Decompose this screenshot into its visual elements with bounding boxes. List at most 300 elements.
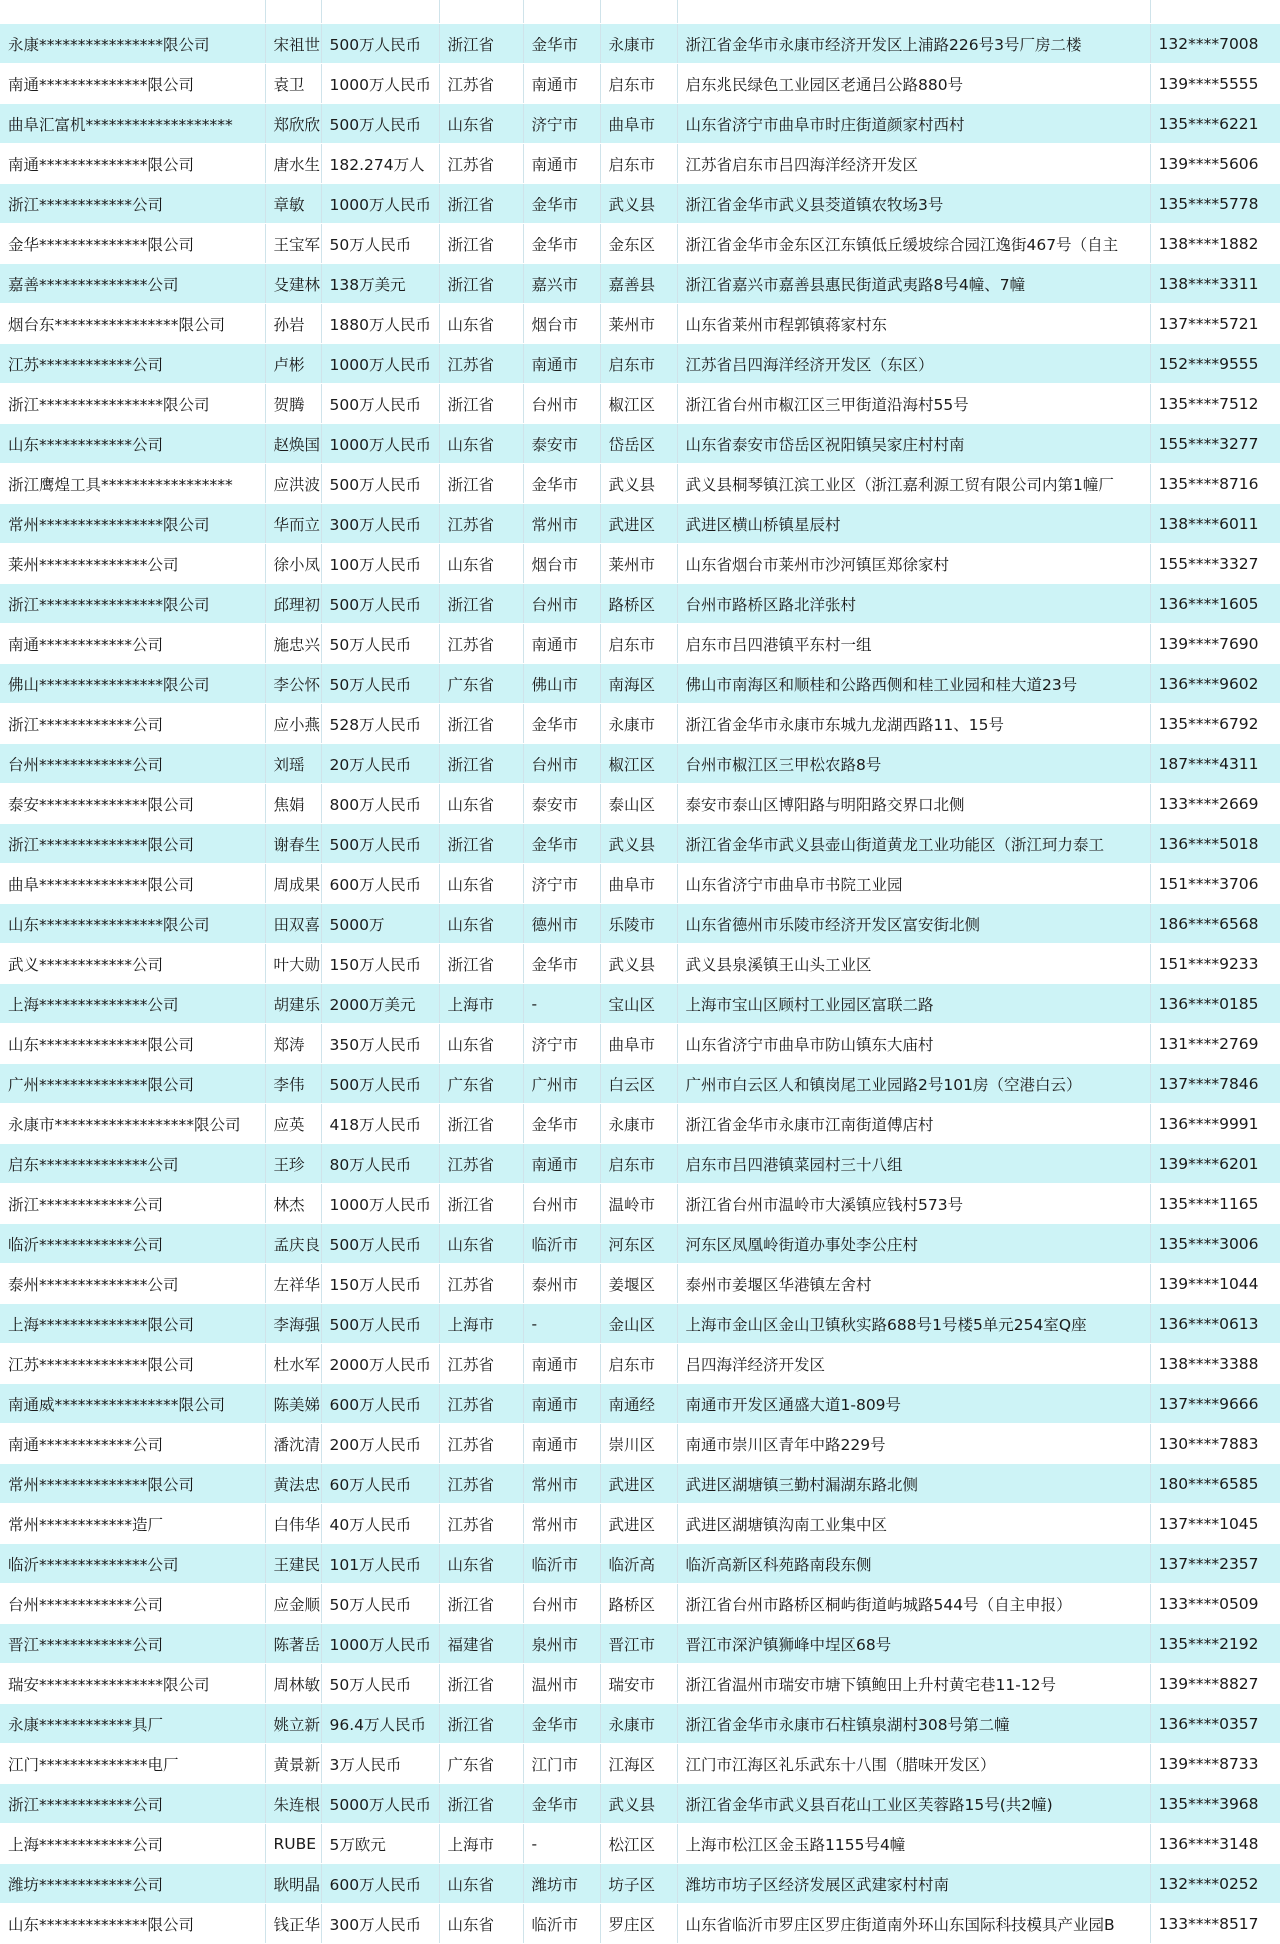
city-cell: 台州市: [523, 1584, 600, 1624]
province-cell: [439, 0, 523, 24]
city-cell: 金华市: [523, 24, 600, 64]
contact-person-cell: [265, 0, 321, 24]
district-cell: 武义县: [600, 464, 677, 504]
province-cell: 山东省: [439, 1904, 523, 1944]
table-row: [0, 0, 1280, 24]
registered-capital-cell: 500万人民币: [321, 1224, 439, 1264]
province-cell: 山东省: [439, 1544, 523, 1584]
province-cell: 上海市: [439, 984, 523, 1024]
table-row: [0, 344, 1280, 384]
phone-cell: 137****1045: [1150, 1504, 1280, 1544]
city-cell: 南通市: [523, 1384, 600, 1424]
district-cell: 坊子区: [600, 1864, 677, 1904]
company-name-cell: 台州************公司: [0, 744, 265, 784]
address-cell: 浙江省金华市永康市东城九龙湖西路11、15号: [677, 704, 1150, 744]
province-cell: 山东省: [439, 904, 523, 944]
contact-person-cell: 邱理初: [265, 584, 321, 624]
district-cell: 启东市: [600, 64, 677, 104]
province-cell: 福建省: [439, 1624, 523, 1664]
phone-cell: 139****5555: [1150, 64, 1280, 104]
company-name-cell: 山东****************限公司: [0, 904, 265, 944]
contact-person-cell: 殳建林: [265, 264, 321, 304]
city-cell: 南通市: [523, 344, 600, 384]
contact-person-cell: 周成果: [265, 864, 321, 904]
city-cell: -: [523, 984, 600, 1024]
phone-cell: 133****2669: [1150, 784, 1280, 824]
contact-person-cell: 王珍: [265, 1144, 321, 1184]
company-name-cell: 武义************公司: [0, 944, 265, 984]
contact-person-cell: 应金顺: [265, 1584, 321, 1624]
address-cell: 山东省济宁市曲阜市时庄街道颜家村西村: [677, 104, 1150, 144]
registered-capital-cell: 500万人民币: [321, 104, 439, 144]
city-cell: 江门市: [523, 1744, 600, 1784]
district-cell: 椒江区: [600, 744, 677, 784]
province-cell: 江苏省: [439, 1344, 523, 1384]
province-cell: 浙江省: [439, 744, 523, 784]
province-cell: 浙江省: [439, 264, 523, 304]
district-cell: 莱州市: [600, 544, 677, 584]
registered-capital-cell: 600万人民币: [321, 864, 439, 904]
city-cell: 金华市: [523, 1704, 600, 1744]
city-cell: 泉州市: [523, 1624, 600, 1664]
city-cell: -: [523, 1824, 600, 1864]
address-cell: 上海市金山区金山卫镇秋实路688号1号楼5单元254室Q座: [677, 1304, 1150, 1344]
company-name-cell: 浙江****************限公司: [0, 584, 265, 624]
address-cell: 浙江省嘉兴市嘉善县惠民街道武夷路8号4幢、7幢: [677, 264, 1150, 304]
district-cell: 宝山区: [600, 984, 677, 1024]
city-cell: 济宁市: [523, 1024, 600, 1064]
phone-cell: 136****0613: [1150, 1304, 1280, 1344]
phone-cell: 138****3311: [1150, 264, 1280, 304]
table-row: [0, 1144, 1280, 1184]
address-cell: 台州市椒江区三甲松农路8号: [677, 744, 1150, 784]
contact-person-cell: 郑欣欣: [265, 104, 321, 144]
company-name-cell: 江苏**************限公司: [0, 1344, 265, 1384]
address-cell: 启东兆民绿色工业园区老通吕公路880号: [677, 64, 1150, 104]
company-name-cell: 南通威****************限公司: [0, 1384, 265, 1424]
province-cell: 江苏省: [439, 1424, 523, 1464]
registered-capital-cell: 600万人民币: [321, 1864, 439, 1904]
phone-cell: [1150, 0, 1280, 24]
registered-capital-cell: 182.274万人: [321, 144, 439, 184]
district-cell: 启东市: [600, 1344, 677, 1384]
phone-cell: 138****6011: [1150, 504, 1280, 544]
address-cell: 武义县桐琴镇江滨工业区（浙江嘉利源工贸有限公司内第1幢厂: [677, 464, 1150, 504]
table-row: [0, 1624, 1280, 1664]
company-name-cell: 上海**************限公司: [0, 1304, 265, 1344]
phone-cell: 132****0252: [1150, 1864, 1280, 1904]
address-cell: 临沂高新区科苑路南段东侧: [677, 1544, 1150, 1584]
province-cell: 江苏省: [439, 144, 523, 184]
address-cell: 江苏省吕四海洋经济开发区（东区）: [677, 344, 1150, 384]
city-cell: 广州市: [523, 1064, 600, 1104]
registered-capital-cell: 200万人民币: [321, 1424, 439, 1464]
province-cell: 山东省: [439, 424, 523, 464]
contact-person-cell: 刘瑶: [265, 744, 321, 784]
address-cell: 浙江省金华市永康市石柱镇泉湖村308号第二幢: [677, 1704, 1150, 1744]
contact-person-cell: 华而立: [265, 504, 321, 544]
table-row: [0, 704, 1280, 744]
district-cell: 临沂高: [600, 1544, 677, 1584]
registered-capital-cell: 50万人民币: [321, 624, 439, 664]
district-cell: 崇川区: [600, 1424, 677, 1464]
table-row: [0, 784, 1280, 824]
address-cell: 山东省德州市乐陵市经济开发区富安街北侧: [677, 904, 1150, 944]
registered-capital-cell: 80万人民币: [321, 1144, 439, 1184]
district-cell: 路桥区: [600, 584, 677, 624]
province-cell: 广东省: [439, 1744, 523, 1784]
registered-capital-cell: 50万人民币: [321, 224, 439, 264]
phone-cell: 136****9602: [1150, 664, 1280, 704]
table-row: [0, 184, 1280, 224]
district-cell: 永康市: [600, 1704, 677, 1744]
phone-cell: 151****9233: [1150, 944, 1280, 984]
phone-cell: 136****0185: [1150, 984, 1280, 1024]
district-cell: 武进区: [600, 1464, 677, 1504]
district-cell: 温岭市: [600, 1184, 677, 1224]
registered-capital-cell: 5000万人民币: [321, 1784, 439, 1824]
province-cell: 浙江省: [439, 1664, 523, 1704]
province-cell: 山东省: [439, 104, 523, 144]
address-cell: 武进区湖塘镇三勤村漏湖东路北侧: [677, 1464, 1150, 1504]
table-row: [0, 1504, 1280, 1544]
phone-cell: 135****7512: [1150, 384, 1280, 424]
phone-cell: 135****6221: [1150, 104, 1280, 144]
province-cell: 浙江省: [439, 824, 523, 864]
province-cell: 山东省: [439, 784, 523, 824]
registered-capital-cell: 1000万人民币: [321, 184, 439, 224]
district-cell: 南通经: [600, 1384, 677, 1424]
contact-person-cell: 赵焕国: [265, 424, 321, 464]
registered-capital-cell: 20万人民币: [321, 744, 439, 784]
registered-capital-cell: 5万欧元: [321, 1824, 439, 1864]
company-name-cell: 常州**************限公司: [0, 1464, 265, 1504]
contact-person-cell: 郑涛: [265, 1024, 321, 1064]
contact-person-cell: 杜水军: [265, 1344, 321, 1384]
city-cell: -: [523, 1304, 600, 1344]
table-row: [0, 1344, 1280, 1384]
table-row: [0, 504, 1280, 544]
province-cell: 江苏省: [439, 1464, 523, 1504]
registered-capital-cell: 500万人民币: [321, 464, 439, 504]
registered-capital-cell: 3万人民币: [321, 1744, 439, 1784]
address-cell: 浙江省台州市温岭市大溪镇应钱村573号: [677, 1184, 1150, 1224]
table-row: [0, 1224, 1280, 1264]
company-name-cell: 江门**************电厂: [0, 1744, 265, 1784]
registered-capital-cell: 600万人民币: [321, 1384, 439, 1424]
contact-person-cell: 宋祖世: [265, 24, 321, 64]
contact-person-cell: 章敏: [265, 184, 321, 224]
contact-person-cell: 唐水生: [265, 144, 321, 184]
phone-cell: 139****6201: [1150, 1144, 1280, 1184]
phone-cell: 136****0357: [1150, 1704, 1280, 1744]
city-cell: 常州市: [523, 1464, 600, 1504]
city-cell: 温州市: [523, 1664, 600, 1704]
table-row: [0, 864, 1280, 904]
contact-person-cell: 孟庆良: [265, 1224, 321, 1264]
company-name-cell: 永康市******************限公司: [0, 1104, 265, 1144]
address-cell: 山东省济宁市曲阜市防山镇东大庙村: [677, 1024, 1150, 1064]
contact-person-cell: 陈美娣: [265, 1384, 321, 1424]
city-cell: 潍坊市: [523, 1864, 600, 1904]
company-name-cell: 广州**************限公司: [0, 1064, 265, 1104]
table-row: [0, 1384, 1280, 1424]
table-row: [0, 224, 1280, 264]
table-row: [0, 104, 1280, 144]
province-cell: 浙江省: [439, 224, 523, 264]
contact-person-cell: 叶大勋: [265, 944, 321, 984]
contact-person-cell: 王建民: [265, 1544, 321, 1584]
district-cell: 松江区: [600, 1824, 677, 1864]
city-cell: 济宁市: [523, 864, 600, 904]
district-cell: 白云区: [600, 1064, 677, 1104]
company-name-cell: [0, 0, 265, 24]
city-cell: 烟台市: [523, 544, 600, 584]
city-cell: 泰安市: [523, 784, 600, 824]
province-cell: 浙江省: [439, 384, 523, 424]
province-cell: 浙江省: [439, 584, 523, 624]
registered-capital-cell: 500万人民币: [321, 824, 439, 864]
company-name-cell: 浙江************公司: [0, 704, 265, 744]
company-name-cell: 永康****************限公司: [0, 24, 265, 64]
company-name-cell: 泰州**************公司: [0, 1264, 265, 1304]
contact-person-cell: 焦娟: [265, 784, 321, 824]
province-cell: 浙江省: [439, 184, 523, 224]
city-cell: [523, 0, 600, 24]
province-cell: 江苏省: [439, 1384, 523, 1424]
contact-person-cell: 王宝军: [265, 224, 321, 264]
phone-cell: 133****0509: [1150, 1584, 1280, 1624]
province-cell: 江苏省: [439, 624, 523, 664]
company-name-cell: 临沂************公司: [0, 1224, 265, 1264]
province-cell: 山东省: [439, 1864, 523, 1904]
company-name-cell: 浙江**************限公司: [0, 824, 265, 864]
address-cell: 泰安市泰山区博阳路与明阳路交界口北侧: [677, 784, 1150, 824]
address-cell: 泰州市姜堰区华港镇左舍村: [677, 1264, 1150, 1304]
province-cell: 浙江省: [439, 464, 523, 504]
table-row: [0, 144, 1280, 184]
contact-person-cell: 应洪波: [265, 464, 321, 504]
contact-person-cell: 钱正华: [265, 1904, 321, 1944]
contact-person-cell: 应英: [265, 1104, 321, 1144]
registered-capital-cell: 500万人民币: [321, 24, 439, 64]
district-cell: 永康市: [600, 1104, 677, 1144]
table-row: [0, 904, 1280, 944]
province-cell: 江苏省: [439, 1504, 523, 1544]
province-cell: 上海市: [439, 1304, 523, 1344]
address-cell: 浙江省台州市椒江区三甲街道沿海村55号: [677, 384, 1150, 424]
company-name-cell: 浙江************公司: [0, 184, 265, 224]
district-cell: 路桥区: [600, 1584, 677, 1624]
address-cell: 江门市江海区礼乐武东十八围（腊味开发区）: [677, 1744, 1150, 1784]
city-cell: 南通市: [523, 1344, 600, 1384]
company-name-cell: 常州****************限公司: [0, 504, 265, 544]
address-cell: 山东省泰安市岱岳区祝阳镇吴家庄村村南: [677, 424, 1150, 464]
city-cell: 南通市: [523, 64, 600, 104]
province-cell: 山东省: [439, 304, 523, 344]
company-name-cell: 山东**************限公司: [0, 1024, 265, 1064]
phone-cell: 136****9991: [1150, 1104, 1280, 1144]
province-cell: 浙江省: [439, 1584, 523, 1624]
company-name-cell: 上海**************公司: [0, 984, 265, 1024]
company-name-cell: 浙江************公司: [0, 1184, 265, 1224]
phone-cell: 135****6792: [1150, 704, 1280, 744]
phone-cell: 152****9555: [1150, 344, 1280, 384]
company-name-cell: 嘉善**************公司: [0, 264, 265, 304]
registered-capital-cell: 150万人民币: [321, 1264, 439, 1304]
registered-capital-cell: 1000万人民币: [321, 1184, 439, 1224]
district-cell: 河东区: [600, 1224, 677, 1264]
district-cell: 莱州市: [600, 304, 677, 344]
table-row: [0, 1904, 1280, 1944]
table-row: [0, 304, 1280, 344]
registered-capital-cell: 2000万美元: [321, 984, 439, 1024]
registered-capital-cell: 96.4万人民币: [321, 1704, 439, 1744]
phone-cell: 139****1044: [1150, 1264, 1280, 1304]
address-cell: 河东区凤凰岭街道办事处李公庄村: [677, 1224, 1150, 1264]
phone-cell: 136****3148: [1150, 1824, 1280, 1864]
company-name-cell: 南通************公司: [0, 1424, 265, 1464]
table-row: [0, 1704, 1280, 1744]
contact-person-cell: 潘沈清: [265, 1424, 321, 1464]
address-cell: 山东省莱州市程郭镇蒋家村东: [677, 304, 1150, 344]
phone-cell: 186****6568: [1150, 904, 1280, 944]
contact-person-cell: 袁卫: [265, 64, 321, 104]
table-row: [0, 1104, 1280, 1144]
company-name-cell: 山东**************限公司: [0, 1904, 265, 1944]
city-cell: 嘉兴市: [523, 264, 600, 304]
phone-cell: 136****5018: [1150, 824, 1280, 864]
district-cell: 瑞安市: [600, 1664, 677, 1704]
company-name-cell: 临沂**************公司: [0, 1544, 265, 1584]
registered-capital-cell: 350万人民币: [321, 1024, 439, 1064]
city-cell: 泰州市: [523, 1264, 600, 1304]
contact-person-cell: 林杰: [265, 1184, 321, 1224]
registered-capital-cell: 100万人民币: [321, 544, 439, 584]
contact-person-cell: 卢彬: [265, 344, 321, 384]
phone-cell: 133****8517: [1150, 1904, 1280, 1944]
city-cell: 金华市: [523, 824, 600, 864]
company-name-cell: 潍坊************公司: [0, 1864, 265, 1904]
registered-capital-cell: 1000万人民币: [321, 64, 439, 104]
address-cell: 江苏省启东市吕四海洋经济开发区: [677, 144, 1150, 184]
city-cell: 金华市: [523, 224, 600, 264]
phone-cell: 130****7883: [1150, 1424, 1280, 1464]
registered-capital-cell: 800万人民币: [321, 784, 439, 824]
table-row: [0, 664, 1280, 704]
phone-cell: 137****7846: [1150, 1064, 1280, 1104]
address-cell: 吕四海洋经济开发区: [677, 1344, 1150, 1384]
table-row: [0, 1864, 1280, 1904]
company-name-cell: 烟台东****************限公司: [0, 304, 265, 344]
contact-person-cell: 陈著岳: [265, 1624, 321, 1664]
city-cell: 临沂市: [523, 1904, 600, 1944]
address-cell: 武进区横山桥镇星辰村: [677, 504, 1150, 544]
phone-cell: 139****8733: [1150, 1744, 1280, 1784]
city-cell: 南通市: [523, 144, 600, 184]
district-cell: 启东市: [600, 624, 677, 664]
phone-cell: 138****3388: [1150, 1344, 1280, 1384]
district-cell: 岱岳区: [600, 424, 677, 464]
company-name-cell: 浙江************公司: [0, 1784, 265, 1824]
company-name-cell: 晋江************公司: [0, 1624, 265, 1664]
company-name-cell: 南通**************限公司: [0, 144, 265, 184]
city-cell: 济宁市: [523, 104, 600, 144]
table-row: [0, 64, 1280, 104]
district-cell: 椒江区: [600, 384, 677, 424]
province-cell: 山东省: [439, 1224, 523, 1264]
phone-cell: 131****2769: [1150, 1024, 1280, 1064]
phone-cell: 139****8827: [1150, 1664, 1280, 1704]
company-name-cell: 曲阜**************限公司: [0, 864, 265, 904]
address-cell: 浙江省台州市路桥区桐屿街道屿城路544号（自主申报）: [677, 1584, 1150, 1624]
city-cell: 南通市: [523, 1144, 600, 1184]
province-cell: 江苏省: [439, 64, 523, 104]
city-cell: 金华市: [523, 464, 600, 504]
company-name-cell: 常州************造厂: [0, 1504, 265, 1544]
table-row: [0, 1064, 1280, 1104]
district-cell: 永康市: [600, 704, 677, 744]
address-cell: 浙江省金华市武义县壶山街道黄龙工业功能区（浙江珂力泰工: [677, 824, 1150, 864]
table-row: [0, 944, 1280, 984]
city-cell: 台州市: [523, 584, 600, 624]
address-cell: 潍坊市坊子区经济发展区武建家村村南: [677, 1864, 1150, 1904]
district-cell: 罗庄区: [600, 1904, 677, 1944]
district-cell: 武义县: [600, 1784, 677, 1824]
district-cell: 金山区: [600, 1304, 677, 1344]
phone-cell: 187****4311: [1150, 744, 1280, 784]
company-name-cell: 莱州**************公司: [0, 544, 265, 584]
address-cell: 佛山市南海区和顺桂和公路西侧和桂工业园和桂大道23号: [677, 664, 1150, 704]
contact-person-cell: 周林敏: [265, 1664, 321, 1704]
district-cell: 启东市: [600, 1144, 677, 1184]
district-cell: 曲阜市: [600, 104, 677, 144]
registered-capital-cell: 500万人民币: [321, 1064, 439, 1104]
city-cell: 临沂市: [523, 1224, 600, 1264]
province-cell: 山东省: [439, 544, 523, 584]
province-cell: 广东省: [439, 664, 523, 704]
contact-person-cell: 贺腾: [265, 384, 321, 424]
company-name-cell: 台州************公司: [0, 1584, 265, 1624]
registered-capital-cell: 2000万人民币: [321, 1344, 439, 1384]
contact-person-cell: 黄法忠: [265, 1464, 321, 1504]
table-row: [0, 384, 1280, 424]
province-cell: 浙江省: [439, 1704, 523, 1744]
contact-person-cell: 施忠兴: [265, 624, 321, 664]
district-cell: 启东市: [600, 344, 677, 384]
registered-capital-cell: 528万人民币: [321, 704, 439, 744]
table-row: [0, 1584, 1280, 1624]
company-name-cell: 上海************公司: [0, 1824, 265, 1864]
registered-capital-cell: 1000万人民币: [321, 1624, 439, 1664]
district-cell: 曲阜市: [600, 1024, 677, 1064]
table-row: [0, 464, 1280, 504]
district-cell: 武进区: [600, 1504, 677, 1544]
city-cell: 金华市: [523, 1104, 600, 1144]
table-row: [0, 624, 1280, 664]
phone-cell: 139****5606: [1150, 144, 1280, 184]
city-cell: 常州市: [523, 504, 600, 544]
registered-capital-cell: 500万人民币: [321, 584, 439, 624]
province-cell: 浙江省: [439, 704, 523, 744]
contact-person-cell: 朱连根: [265, 1784, 321, 1824]
table-row: [0, 1664, 1280, 1704]
city-cell: 佛山市: [523, 664, 600, 704]
province-cell: 浙江省: [439, 1784, 523, 1824]
registered-capital-cell: 300万人民币: [321, 1904, 439, 1944]
phone-cell: 135****5778: [1150, 184, 1280, 224]
phone-cell: 135****3968: [1150, 1784, 1280, 1824]
